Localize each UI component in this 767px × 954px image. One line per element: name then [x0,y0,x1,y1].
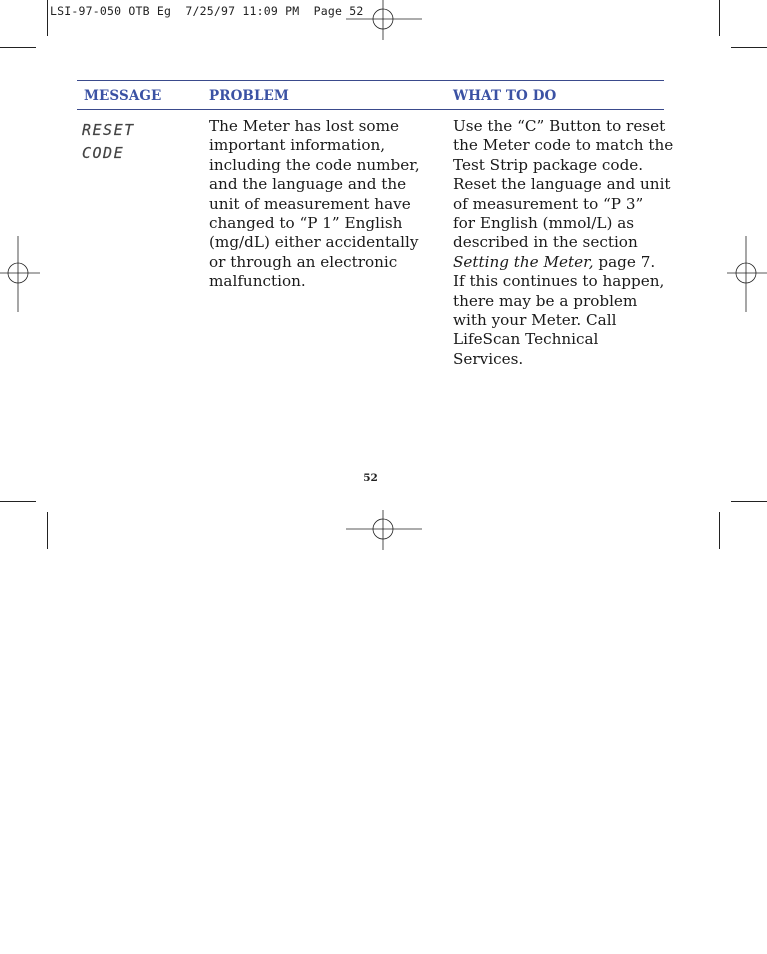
what-to-do-line: for English (mmol/L) as [453,214,635,233]
lcd-message-line-2: CODE [82,144,125,162]
what-to-do-cell [453,117,673,369]
problem-line: or through an electronic [209,252,398,271]
what-to-do-line: If this continues to happen, [453,272,665,291]
problem-line: and the language and the [209,175,407,194]
problem-line: malfunction. [209,272,306,291]
crop-mark-bottom-left-h [0,501,36,502]
problem-line: including the code number, [209,155,420,174]
crop-mark-bottom-left-v [47,512,48,549]
registration-mark-bottom [346,510,398,562]
what-to-do-line: Test Strip package code. [453,155,644,174]
header-problem: PROBLEM [209,88,289,104]
what-to-do-line: LifeScan Technical [453,330,599,349]
registration-mark-right [727,236,767,288]
crop-mark-top-right-v [719,0,720,36]
problem-line: changed to “P 1” English [209,214,403,233]
what-to-do-line: Services. [453,349,524,368]
page-number: 52 [363,472,378,484]
what-to-do-line: Reset the language and unit [453,175,671,194]
what-to-do-line: Use the “C” Button to reset [453,117,666,135]
section-reference: Setting the Meter, [453,252,594,271]
problem-line: The Meter has lost some [209,117,399,135]
print-slug: LSI-97-050 OTB Eg 7/25/97 11:09 PM Page 52 [50,4,364,18]
table-top-rule [77,80,664,81]
problem-line: (mg/dL) either accidentally [209,233,419,252]
crop-mark-top-left-h [0,47,36,48]
header-message: MESSAGE [84,88,162,104]
crop-mark-bottom-right-h [731,501,767,502]
what-to-do-line: with your Meter. Call [453,311,617,330]
problem-line: important information, [209,136,386,155]
crop-mark-bottom-right-v [719,512,720,549]
what-to-do-line: described in the section [453,233,638,252]
table-header-rule [77,109,664,110]
lcd-message-line-1: RESET [82,121,135,139]
header-what-to-do: WHAT TO DO [453,88,557,104]
what-to-do-line: the Meter code to match the [453,136,674,155]
what-to-do-line: there may be a problem [453,291,638,310]
page-reference: page 7. [593,252,656,271]
problem-cell [209,117,420,292]
registration-mark-left [0,236,52,288]
what-to-do-line: of measurement to “P 3” [453,194,644,213]
crop-mark-top-left-v [47,0,48,36]
what-to-do-reference-line [453,253,673,272]
registration-mark-top [346,0,398,52]
crop-mark-top-right-h [731,47,767,48]
problem-line: unit of measurement have [209,194,411,213]
